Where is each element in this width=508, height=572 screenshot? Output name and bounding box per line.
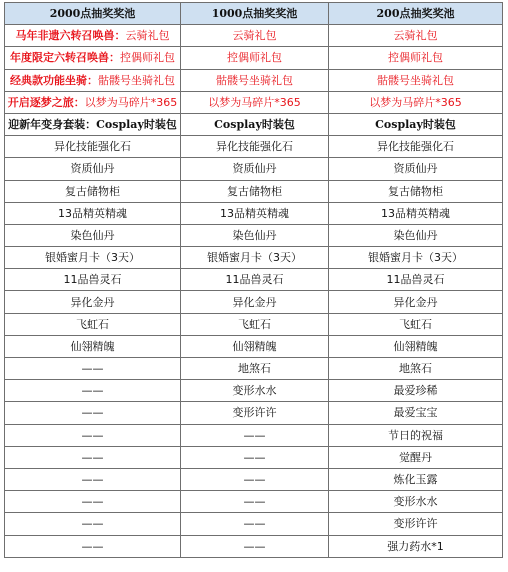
highlight-value: 云骑礼包 bbox=[125, 29, 170, 43]
table-cell: 仙翎精魄 bbox=[181, 335, 329, 357]
table-cell: 13品精英精魂 bbox=[181, 202, 329, 224]
table-row bbox=[5, 535, 503, 557]
table-cell: 地煞石 bbox=[329, 358, 503, 380]
table-cell: 13品精英精魂 bbox=[329, 202, 503, 224]
table-cell: 最爱珍稀 bbox=[329, 380, 503, 402]
table-row bbox=[5, 224, 503, 246]
table-cell: 11品兽灵石 bbox=[5, 269, 181, 291]
highlight-cell bbox=[5, 25, 181, 47]
highlight-value: 控偶师礼包 bbox=[120, 51, 175, 65]
table-cell: 强力药水*1 bbox=[329, 535, 503, 557]
table-cell: 骷髅号坐骑礼包 bbox=[329, 69, 503, 91]
table-cell: —— bbox=[181, 446, 329, 468]
table-cell: 复古储物柜 bbox=[329, 180, 503, 202]
table-row bbox=[5, 491, 503, 513]
table-row bbox=[5, 313, 503, 335]
table-row bbox=[5, 468, 503, 490]
table-cell: —— bbox=[5, 358, 181, 380]
table-cell: —— bbox=[181, 513, 329, 535]
table-cell: 炼化玉露 bbox=[329, 468, 503, 490]
header-row bbox=[5, 3, 503, 25]
table-cell: 最爱宝宝 bbox=[329, 402, 503, 424]
table-cell: 云骑礼包 bbox=[181, 25, 329, 47]
table-cell: 复古储物柜 bbox=[5, 180, 181, 202]
table-row bbox=[5, 380, 503, 402]
table-cell: 银婚蜜月卡（3天） bbox=[5, 247, 181, 269]
costume-value: Cosplay时装包 bbox=[96, 118, 177, 132]
header-1000-pool: 1000点抽奖奖池 bbox=[181, 3, 329, 25]
highlight-row bbox=[5, 25, 503, 47]
table-cell: 13品精英精魂 bbox=[5, 202, 181, 224]
table-cell: 资质仙丹 bbox=[181, 158, 329, 180]
table-cell: 觉醒丹 bbox=[329, 446, 503, 468]
table-cell: 银婚蜜月卡（3天） bbox=[181, 247, 329, 269]
table-cell: —— bbox=[181, 491, 329, 513]
table-cell: —— bbox=[5, 491, 181, 513]
table-cell: 以梦为马碎片*365 bbox=[181, 91, 329, 113]
table-cell: 变形水水 bbox=[329, 491, 503, 513]
table-cell: 染色仙丹 bbox=[181, 224, 329, 246]
table-cell: 云骑礼包 bbox=[329, 25, 503, 47]
highlight-row bbox=[5, 47, 503, 69]
table-cell: 资质仙丹 bbox=[5, 158, 181, 180]
highlight-row bbox=[5, 91, 503, 113]
table-row bbox=[5, 158, 503, 180]
highlight-label: 年度限定六转召唤兽： bbox=[10, 51, 120, 65]
table-cell: 变形水水 bbox=[181, 380, 329, 402]
table-cell: 异化技能强化石 bbox=[5, 136, 181, 158]
table-cell: 仙翎精魄 bbox=[5, 335, 181, 357]
table-row bbox=[5, 402, 503, 424]
table-cell: 骷髅号坐骑礼包 bbox=[181, 69, 329, 91]
table-cell: Cosplay时装包 bbox=[181, 113, 329, 135]
table-cell: —— bbox=[5, 380, 181, 402]
table-cell: 11品兽灵石 bbox=[329, 269, 503, 291]
table-cell: 地煞石 bbox=[181, 358, 329, 380]
table-cell: —— bbox=[181, 535, 329, 557]
highlight-cell bbox=[5, 47, 181, 69]
table-cell: —— bbox=[181, 468, 329, 490]
highlight-value: 骷髅号坐骑礼包 bbox=[98, 73, 175, 87]
costume-label: 迎新年变身套装： bbox=[8, 118, 97, 132]
table-cell: 飞虹石 bbox=[181, 313, 329, 335]
table-row bbox=[5, 269, 503, 291]
table-cell: —— bbox=[5, 513, 181, 535]
table-cell: 变形许许 bbox=[329, 513, 503, 535]
highlight-label: 马年非遗六转召唤兽： bbox=[15, 29, 126, 43]
table-row bbox=[5, 136, 503, 158]
table-cell: 银婚蜜月卡（3天） bbox=[329, 247, 503, 269]
table-cell: 控偶师礼包 bbox=[329, 47, 503, 69]
table-row bbox=[5, 335, 503, 357]
table-cell: 染色仙丹 bbox=[329, 224, 503, 246]
table-cell: 异化技能强化石 bbox=[329, 136, 503, 158]
table-cell: 变形许许 bbox=[181, 402, 329, 424]
table-row bbox=[5, 446, 503, 468]
table-cell: —— bbox=[5, 424, 181, 446]
table-cell: 异化技能强化石 bbox=[181, 136, 329, 158]
table-row bbox=[5, 202, 503, 224]
table-cell: 飞虹石 bbox=[5, 313, 181, 335]
highlight-value: 以梦为马碎片*365 bbox=[84, 95, 178, 109]
table-row bbox=[5, 424, 503, 446]
highlight-label: 经典款功能坐骑： bbox=[10, 73, 98, 87]
table-cell: 11品兽灵石 bbox=[181, 269, 329, 291]
reward-pool-table bbox=[4, 2, 503, 558]
highlight-label: 开启逐梦之旅： bbox=[7, 95, 85, 109]
table-cell: Cosplay时装包 bbox=[329, 113, 503, 135]
table-cell: 异化金丹 bbox=[329, 291, 503, 313]
header-2000-pool: 2000点抽奖奖池 bbox=[5, 3, 181, 25]
header-200-pool: 200点抽奖奖池 bbox=[329, 3, 503, 25]
table-cell: 节日的祝福 bbox=[329, 424, 503, 446]
table-cell: 仙翎精魄 bbox=[329, 335, 503, 357]
table-cell: —— bbox=[181, 424, 329, 446]
item-rows bbox=[5, 136, 503, 558]
table-cell: 异化金丹 bbox=[181, 291, 329, 313]
table-cell: 异化金丹 bbox=[5, 291, 181, 313]
table-row bbox=[5, 247, 503, 269]
table-cell: 控偶师礼包 bbox=[181, 47, 329, 69]
highlight-row bbox=[5, 69, 503, 91]
table-cell: —— bbox=[5, 468, 181, 490]
costume-cell bbox=[5, 113, 181, 135]
table-row bbox=[5, 180, 503, 202]
table-cell: 以梦为马碎片*365 bbox=[329, 91, 503, 113]
table-cell: 飞虹石 bbox=[329, 313, 503, 335]
table-cell: 染色仙丹 bbox=[5, 224, 181, 246]
reward-pool-table-container bbox=[4, 2, 503, 558]
table-row bbox=[5, 291, 503, 313]
highlight-cell bbox=[5, 91, 181, 113]
table-row bbox=[5, 358, 503, 380]
highlight-cell bbox=[5, 69, 181, 91]
table-cell: —— bbox=[5, 402, 181, 424]
table-cell: 资质仙丹 bbox=[329, 158, 503, 180]
table-cell: 复古储物柜 bbox=[181, 180, 329, 202]
costume-row bbox=[5, 113, 503, 135]
table-row bbox=[5, 513, 503, 535]
table-cell: —— bbox=[5, 446, 181, 468]
table-cell: —— bbox=[5, 535, 181, 557]
